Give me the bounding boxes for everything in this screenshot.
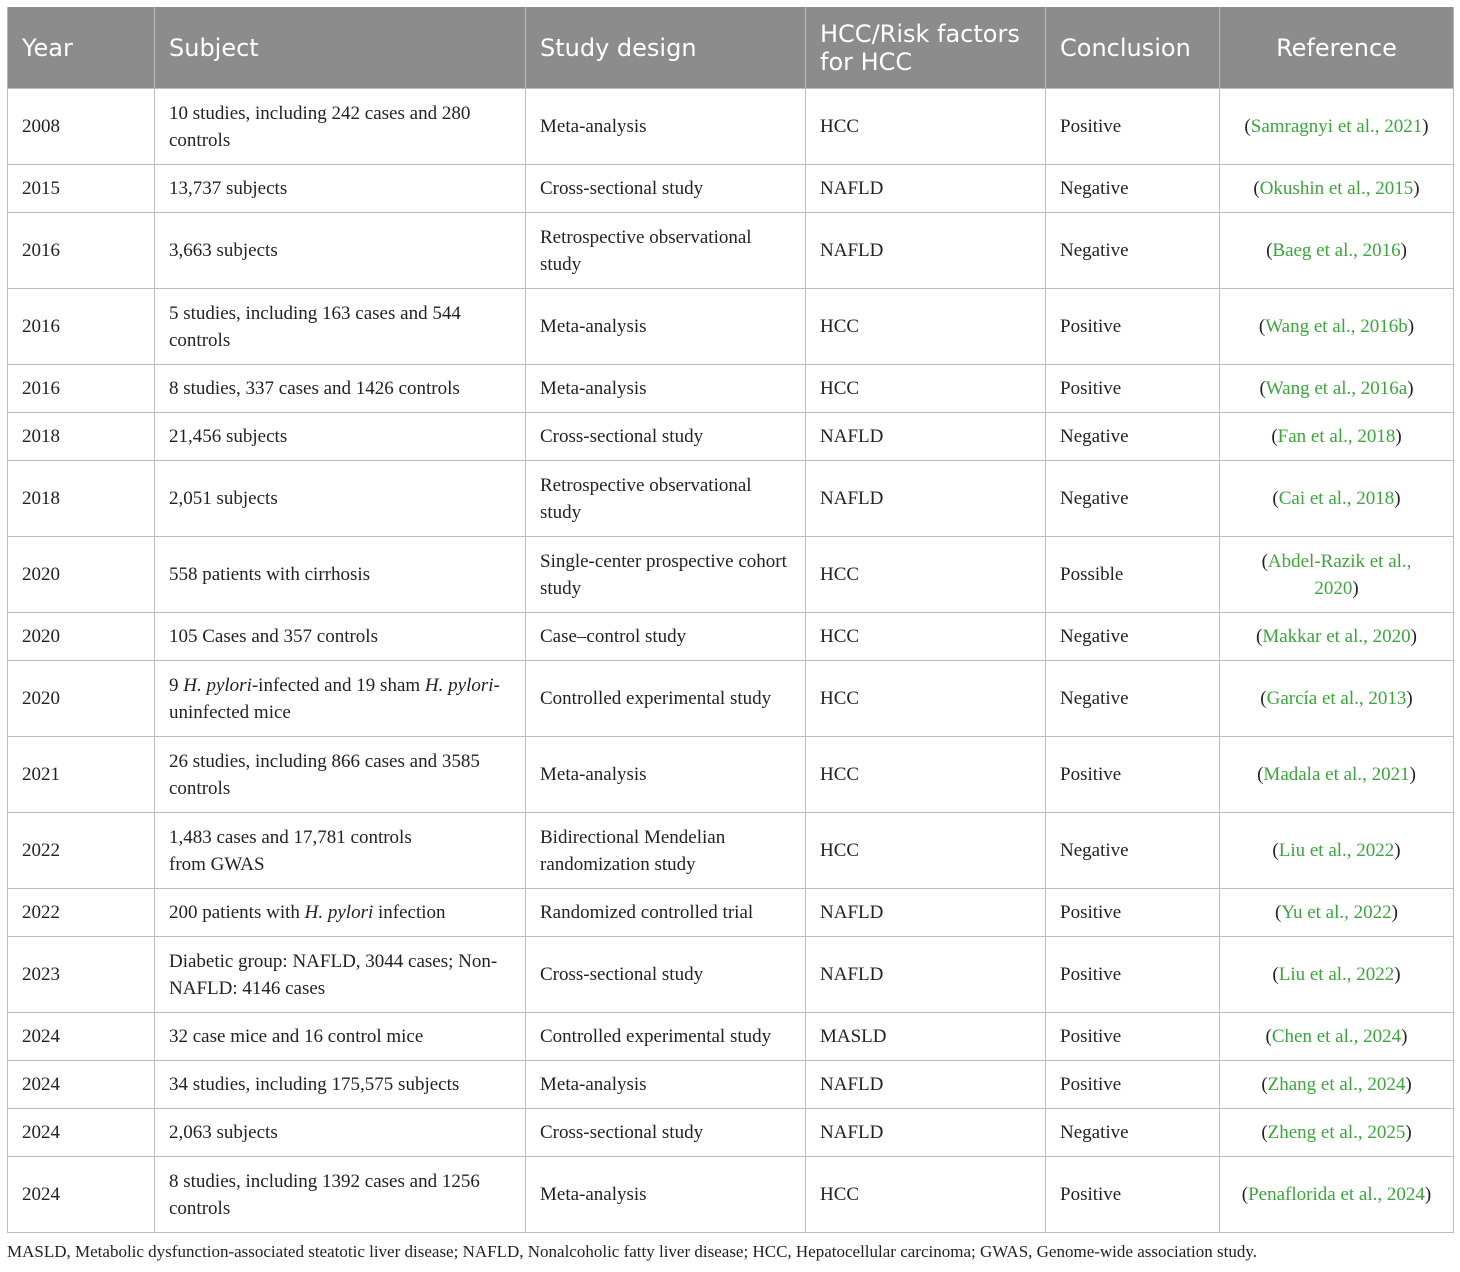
cell-year: 2016 <box>8 365 155 413</box>
cell-study-design: Meta-analysis <box>526 1061 806 1109</box>
cell-risk-factor: NAFLD <box>806 889 1046 937</box>
cell-reference: (Fan et al., 2018) <box>1220 413 1454 461</box>
cell-conclusion: Positive <box>1046 737 1220 813</box>
reference-link[interactable]: Zheng et al., 2025 <box>1267 1122 1406 1143</box>
reference-link[interactable]: Yu et al., 2022 <box>1281 902 1392 923</box>
reference-link[interactable]: Liu et al., 2022 <box>1278 840 1395 861</box>
cell-risk-factor: NAFLD <box>806 213 1046 289</box>
cell-year: 2024 <box>8 1109 155 1157</box>
cell-risk-factor: HCC <box>806 613 1046 661</box>
cell-reference: (Makkar et al., 2020) <box>1220 613 1454 661</box>
cell-subject: 10 studies, including 242 cases and 280 controls <box>155 89 526 165</box>
cell-risk-factor: MASLD <box>806 1013 1046 1061</box>
cell-risk-factor: HCC <box>806 537 1046 613</box>
table-row <box>8 461 1454 537</box>
cell-subject: 5 studies, including 163 cases and 544 controls <box>155 289 526 365</box>
table-header-row <box>8 7 1454 89</box>
cell-conclusion: Negative <box>1046 1109 1220 1157</box>
cell-reference: (Baeg et al., 2016) <box>1220 213 1454 289</box>
cell-reference: (Samragnyi et al., 2021) <box>1220 89 1454 165</box>
cell-study-design: Meta-analysis <box>526 365 806 413</box>
cell-conclusion: Positive <box>1046 289 1220 365</box>
cell-conclusion: Positive <box>1046 89 1220 165</box>
cell-subject: 8 studies, including 1392 cases and 1256 controls <box>155 1157 526 1233</box>
cell-year: 2022 <box>8 813 155 889</box>
cell-study-design: Bidirectional Mendelian randomization study <box>526 813 806 889</box>
cell-subject: 2,063 subjects <box>155 1109 526 1157</box>
cell-conclusion: Negative <box>1046 461 1220 537</box>
subject-species: H. pylori <box>183 674 252 696</box>
cell-year: 2024 <box>8 1013 155 1061</box>
table-row <box>8 413 1454 461</box>
reference-link[interactable]: Zhang et al., 2024 <box>1267 1074 1406 1095</box>
cell-subject: 558 patients with cirrhosis <box>155 537 526 613</box>
table-body <box>8 89 1454 1233</box>
table-row <box>8 289 1454 365</box>
cell-conclusion: Positive <box>1046 1013 1220 1061</box>
reference-link[interactable]: Penaflorida et al., 2024 <box>1248 1184 1425 1205</box>
table-row <box>8 1109 1454 1157</box>
cell-subject: 21,456 subjects <box>155 413 526 461</box>
reference-link[interactable]: Abdel-Razik et al., 2020 <box>1267 550 1412 599</box>
cell-risk-factor: HCC <box>806 661 1046 737</box>
column-header-subject: Subject <box>155 7 526 89</box>
cell-risk-factor: HCC <box>806 289 1046 365</box>
reference-link[interactable]: García et al., 2013 <box>1266 688 1407 709</box>
cell-study-design: Randomized controlled trial <box>526 889 806 937</box>
cell-conclusion: Negative <box>1046 813 1220 889</box>
cell-conclusion: Positive <box>1046 889 1220 937</box>
subject-text: -infected and 19 sham <box>251 674 425 696</box>
cell-reference: (Chen et al., 2024) <box>1220 1013 1454 1061</box>
cell-subject: 1,483 cases and 17,781 controls from GWAS <box>155 813 526 889</box>
cell-subject: 34 studies, including 175,575 subjects <box>155 1061 526 1109</box>
table-row <box>8 937 1454 1013</box>
cell-year: 2022 <box>8 889 155 937</box>
cell-reference: (Cai et al., 2018) <box>1220 461 1454 537</box>
cell-year: 2018 <box>8 413 155 461</box>
table-row <box>8 365 1454 413</box>
cell-subject: Diabetic group: NAFLD, 3044 cases; Non-NAFLD: 4146 cases <box>155 937 526 1013</box>
cell-reference: (Zhang et al., 2024) <box>1220 1061 1454 1109</box>
table-footnote: MASLD, Metabolic dysfunction-associated steatotic liver disease; NAFLD, Nonalcoholic fatty liver disease; HCC, Hepatocellular carcinoma; GWAS, Genome-wide association study. <box>7 1242 1257 1261</box>
column-header-study-design: Study design <box>526 7 806 89</box>
cell-reference: (Zheng et al., 2025) <box>1220 1109 1454 1157</box>
reference-link[interactable]: Samragnyi et al., 2021 <box>1250 116 1423 137</box>
cell-reference: (Penaflorida et al., 2024) <box>1220 1157 1454 1233</box>
reference-link[interactable]: Fan et al., 2018 <box>1277 426 1396 447</box>
reference-link[interactable]: Cai et al., 2018 <box>1278 488 1395 509</box>
cell-conclusion: Positive <box>1046 365 1220 413</box>
cell-study-design: Case–control study <box>526 613 806 661</box>
cell-year: 2020 <box>8 537 155 613</box>
cell-study-design: Cross-sectional study <box>526 165 806 213</box>
cell-study-design: Meta-analysis <box>526 89 806 165</box>
cell-reference: (Okushin et al., 2015) <box>1220 165 1454 213</box>
reference-link[interactable]: Wang et al., 2016b <box>1265 316 1408 337</box>
cell-conclusion: Negative <box>1046 661 1220 737</box>
cell-study-design: Cross-sectional study <box>526 937 806 1013</box>
table-row <box>8 537 1454 613</box>
cell-risk-factor: HCC <box>806 365 1046 413</box>
cell-reference: (Yu et al., 2022) <box>1220 889 1454 937</box>
cell-reference: (Wang et al., 2016b) <box>1220 289 1454 365</box>
reference-link[interactable]: Wang et al., 2016a <box>1265 378 1408 399</box>
cell-conclusion: Negative <box>1046 165 1220 213</box>
cell-year: 2023 <box>8 937 155 1013</box>
cell-year: 2024 <box>8 1061 155 1109</box>
table-row <box>8 1061 1454 1109</box>
cell-reference: (Liu et al., 2022) <box>1220 937 1454 1013</box>
cell-risk-factor: NAFLD <box>806 1109 1046 1157</box>
cell-risk-factor: NAFLD <box>806 461 1046 537</box>
cell-subject <box>155 889 526 937</box>
cell-subject: 2,051 subjects <box>155 461 526 537</box>
table-row <box>8 165 1454 213</box>
cell-subject: 32 case mice and 16 control mice <box>155 1013 526 1061</box>
cell-year: 2021 <box>8 737 155 813</box>
cell-subject: 3,663 subjects <box>155 213 526 289</box>
cell-conclusion: Positive <box>1046 1061 1220 1109</box>
column-header-reference: Reference <box>1220 7 1454 89</box>
cell-study-design: Cross-sectional study <box>526 413 806 461</box>
cell-conclusion: Positive <box>1046 1157 1220 1233</box>
cell-risk-factor: HCC <box>806 89 1046 165</box>
reference-link[interactable]: Chen et al., 2024 <box>1271 1026 1402 1047</box>
cell-conclusion: Positive <box>1046 937 1220 1013</box>
cell-year: 2008 <box>8 89 155 165</box>
table-row <box>8 661 1454 737</box>
cell-risk-factor: HCC <box>806 813 1046 889</box>
cell-study-design: Meta-analysis <box>526 289 806 365</box>
subject-text: 9 <box>169 674 184 696</box>
study-table-container <box>7 7 1453 1233</box>
cell-reference: (Liu et al., 2022) <box>1220 813 1454 889</box>
table-row <box>8 813 1454 889</box>
cell-subject: 26 studies, including 866 cases and 3585 controls <box>155 737 526 813</box>
subject-text: -uninfected mice <box>169 674 500 723</box>
reference-link[interactable]: Liu et al., 2022 <box>1278 964 1395 985</box>
cell-reference: (Wang et al., 2016a) <box>1220 365 1454 413</box>
cell-conclusion: Negative <box>1046 413 1220 461</box>
cell-year: 2016 <box>8 213 155 289</box>
reference-link[interactable]: Makkar et al., 2020 <box>1262 626 1411 647</box>
subject-text: 200 patients with <box>169 902 305 923</box>
cell-risk-factor: HCC <box>806 1157 1046 1233</box>
subject-species: H. pylori <box>304 902 374 923</box>
cell-subject: 8 studies, 337 cases and 1426 controls <box>155 365 526 413</box>
cell-reference: (Abdel-Razik et al., 2020) <box>1220 537 1454 613</box>
cell-subject: 13,737 subjects <box>155 165 526 213</box>
table-row <box>8 737 1454 813</box>
cell-year: 2020 <box>8 661 155 737</box>
cell-reference: (García et al., 2013) <box>1220 661 1454 737</box>
cell-study-design: Controlled experimental study <box>526 661 806 737</box>
reference-link[interactable]: Baeg et al., 2016 <box>1272 240 1401 261</box>
cell-risk-factor: NAFLD <box>806 937 1046 1013</box>
cell-risk-factor: HCC <box>806 737 1046 813</box>
column-header-risk-factors: HCC/Risk factors for HCC <box>806 7 1046 89</box>
cell-study-design: Single-center prospective cohort study <box>526 537 806 613</box>
cell-study-design: Retrospective observational study <box>526 461 806 537</box>
cell-year: 2018 <box>8 461 155 537</box>
cell-year: 2015 <box>8 165 155 213</box>
column-header-conclusion: Conclusion <box>1046 7 1220 89</box>
cell-conclusion: Negative <box>1046 613 1220 661</box>
table-row <box>8 1157 1454 1233</box>
table-row <box>8 889 1454 937</box>
cell-conclusion: Negative <box>1046 213 1220 289</box>
subject-species: H. pylori <box>424 674 494 696</box>
subject-text: infection <box>373 902 446 923</box>
column-header-year: Year <box>8 7 155 89</box>
cell-year: 2020 <box>8 613 155 661</box>
cell-study-design: Meta-analysis <box>526 1157 806 1233</box>
cell-study-design: Controlled experimental study <box>526 1013 806 1061</box>
cell-subject: 105 Cases and 357 controls <box>155 613 526 661</box>
table-row <box>8 213 1454 289</box>
table-row <box>8 1013 1454 1061</box>
reference-link[interactable]: Okushin et al., 2015 <box>1259 178 1414 199</box>
cell-study-design: Meta-analysis <box>526 737 806 813</box>
reference-link[interactable]: Madala et al., 2021 <box>1263 764 1410 785</box>
studies-table <box>7 7 1454 1233</box>
cell-study-design: Retrospective observational study <box>526 213 806 289</box>
table-row <box>8 613 1454 661</box>
cell-risk-factor: NAFLD <box>806 413 1046 461</box>
cell-subject <box>155 661 526 737</box>
table-row <box>8 89 1454 165</box>
cell-risk-factor: NAFLD <box>806 165 1046 213</box>
cell-year: 2024 <box>8 1157 155 1233</box>
cell-year: 2016 <box>8 289 155 365</box>
cell-study-design: Cross-sectional study <box>526 1109 806 1157</box>
cell-conclusion: Possible <box>1046 537 1220 613</box>
cell-reference: (Madala et al., 2021) <box>1220 737 1454 813</box>
cell-risk-factor: NAFLD <box>806 1061 1046 1109</box>
